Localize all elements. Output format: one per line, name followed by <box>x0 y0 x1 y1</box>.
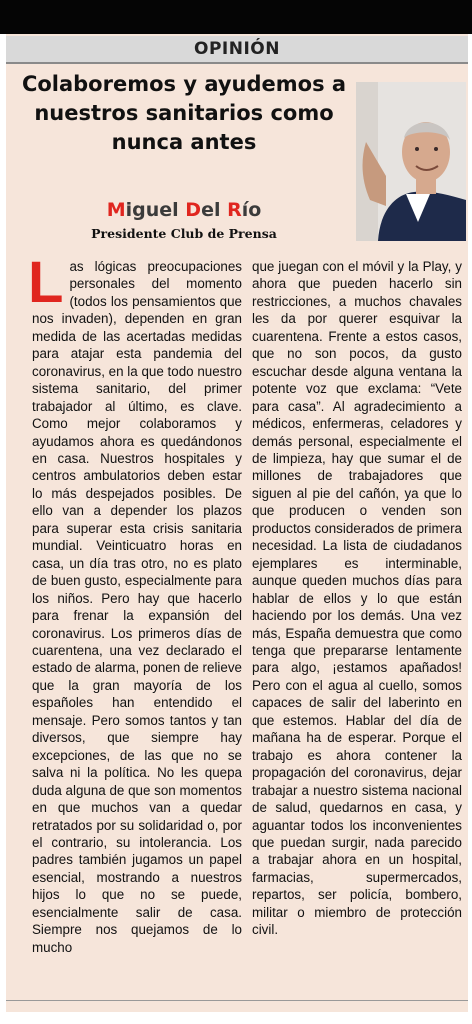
top-black-bar <box>0 0 472 34</box>
column-1-text: as lógicas preocupaciones personales del momento (todos los pensamientos que nos invaden), dependen en gran medida de las acertadas medidas para atajar esta pandemia del coronavirus, en la que todo nuestro sistema sanitario, del primer trabajador al último, es clave. Como mejor colaboramos y ayudamos ahora es quedándonos en casa. Nuestros hospitales y centros ambulatorios deben estar lo más despejados posibles. De ello van a depender los plazos para superar esta crisis sanitaria mundial. Veinticuatro horas en casa, un día tras otro, no es plato de buen gusto, especialmente para los niños. Pero hay que hacerlo para frenar la expansión del coronavirus. Los primeros días de cuarentena, una vez declarado el estado de alarma, ponen de relieve que la gran mayoría de los españoles han entendido el mensaje. Pero somos tantos y tan diversos, que siempre hay excepciones, de las que no se salva ni la política. No les quepa duda alguna de que son momentos en que muchos van a quedar retratados por su solidaridad o, por el contrario, su intolerancia. Los padres también jugamos un papel esencial, mostrando a nuestros hijos lo que no se puede, esencialmente salir de casa. Siempre nos quejamos de lo mucho <box>32 259 242 955</box>
bottom-divider <box>6 1000 468 1001</box>
section-title: OPINIÓN <box>194 39 280 59</box>
article-headline: Colaboremos y ayudemos a nuestros sanitarios como nunca antes <box>21 72 347 154</box>
article-column-1 <box>28 250 242 956</box>
author-photo <box>356 82 466 241</box>
article-column-2 <box>252 258 462 939</box>
author-name: Miguel Del Río <box>106 199 262 221</box>
author-portrait-illustration <box>356 82 466 241</box>
column-2-text: que juegan con el móvil y la Play, y ahora que pueden hacerlo sin restricciones, a muchos chavales les da por querer esquivar la cuarentena. Frente a estos casos, que no son pocos, da gusto escuchar desde alguna ventana la potente voz que exclama: “Vete para casa”. Al agradecimiento a médicos, enfermeras, celadores y demás personal, especialmente el de limpieza, hay que sumar el de millones de trabajadores que siguen al pie del cañón, ya que lo que producen o venden son productos considerados de primera necesidad. La lista de ciudadanos ejemplares es interminable, aunque queden muchos días para hablar de ellos y lo que están haciendo por los demás. Una vez más, España demuestra que como tenga que prepararse lentamente para algo, ¡estamos apañados! Pero con el agua al cuello, somos capaces de salir del laberinto en que estemos. Hablar del día de mañana ha de esperar. Porque el trabajo es ahora contener la propagación del coronavirus, dejar trabajar a nuestro sistema nacional de salud, quedarnos en casa, y aguantar todos los inconvenientes que puedan surgir, nada parecido a trabajar ahora en un hospital, farmacias, supermercados, repartos, ser policía, bombero, militar o miembro de protección civil. <box>252 259 462 938</box>
author-role: Presidente Club de Prensa <box>91 226 277 241</box>
newspaper-page <box>6 34 468 1012</box>
drop-cap: L <box>28 250 64 315</box>
section-header <box>6 36 468 64</box>
